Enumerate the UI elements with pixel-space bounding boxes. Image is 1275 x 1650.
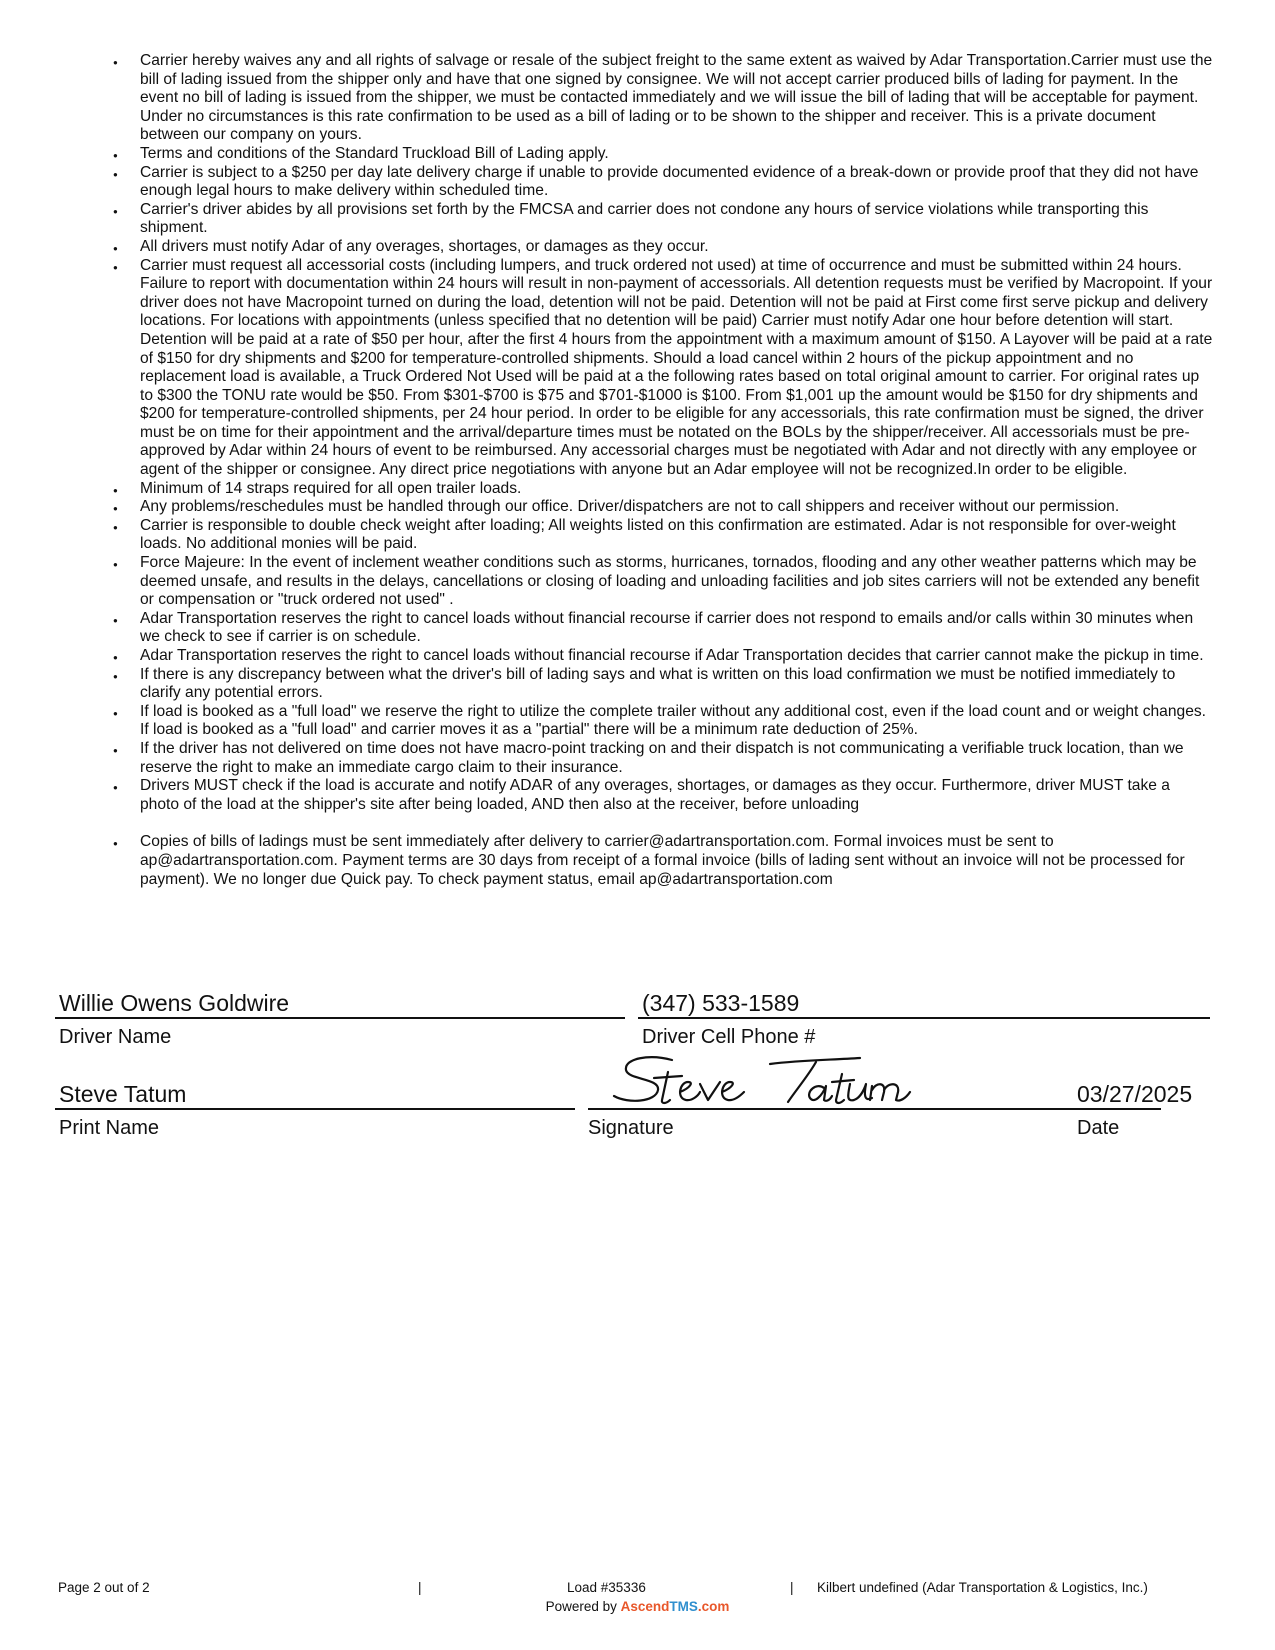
footer-separator: | — [790, 1580, 794, 1595]
term-item: ● Copies of bills of ladings must be sent immediately after delivery to carrier@adartransportation.com. Formal invoices must be sent to ap@adartransportation.com. Payment terms are 30 days from receipt of a formal invoice (bills of lading sent without an invoice will not be processed for payment). We no longer due Quick pay. To check payment status, email ap@adartransportation.com — [113, 833, 1213, 889]
driver-phone-label: Driver Cell Phone # — [642, 1026, 816, 1048]
driver-name-field — [55, 989, 625, 1049]
term-item: ● If there is any discrepancy between what the driver's bill of lading says and what is written on this load confirmation we must be notified immediately to clarify any potential errors. — [113, 666, 1213, 703]
driver-name-line — [55, 1017, 625, 1019]
brand-logo-ascend[interactable]: Ascend — [620, 1599, 670, 1614]
term-item: ● Terms and conditions of the Standard Truckload Bill of Lading apply. — [113, 145, 1213, 164]
term-item: ● Carrier must request all accessorial costs (including lumpers, and truck ordered not used) at time of occurrence and must be submitted within 24 hours. Failure to report with documentation within 24 hours will result in non-payment of accessorials. All detention requests must be verified by Macropoint. If your driver does not have Macropoint turned on during the load, detention will not be paid. Detention will not be paid at First come first serve pickup and delivery locations. For locations with appointments (unless specified that no detention will be paid) Carrier must notify Adar one hour before detention will start. Detention will be paid at a rate of $50 per hour, after the first 4 hours from the appointment with a maximum amount of $150. A Layover will be paid at a rate of $150 for dry shipments and $200 for temperature-controlled shipments. Should a load cancel within 2 hours of the pickup appointment and no replacement load is available, a Truck Ordered Not Used will be paid at a the following rates based on total original amount to carrier. For original rates up to $300 the TONU rate would be $50. From $301-$700 is $75 and $701-$1000 is $100. From $1,001 up the amount would be $150 for dry shipments and $200 for temperature-controlled shipments, per 24 hour period. In order to be eligible for any accessorials, this rate confirmation must be signed, the driver must be on time for their appointment and the arrival/departure times must be notated on the BOLs by the shipper/receiver. All accessorials must be pre-approved by Adar within 24 hours of event to be reimbursed. Any accessorial charges must be negotiated with Adar and not directly with any employee or agent of the shipper or consignee. Any direct price negotiations with anyone but an Adar employee will not be recognized.In order to be eligible. — [113, 257, 1213, 480]
load-number: Load #35336 — [567, 1580, 646, 1595]
driver-phone-value: (347) 533-1589 — [642, 990, 800, 1016]
print-name-label: Print Name — [59, 1117, 160, 1139]
term-item: ● Any problems/reschedules must be handled through our office. Driver/dispatchers are not to call shippers and receiver without our permission. — [113, 498, 1213, 517]
driver-phone-line — [638, 1017, 1210, 1019]
signature-line — [588, 1108, 1108, 1110]
term-item: ● Adar Transportation reserves the right to cancel loads without financial recourse if Adar Transportation decides that carrier cannot make the pickup in time. — [113, 647, 1213, 666]
driver-name-value: Willie Owens Goldwire — [59, 990, 290, 1016]
date-field — [1073, 1080, 1213, 1140]
term-item: ● Force Majeure: In the event of inclement weather conditions such as storms, hurricanes, tornados, flooding and any other weather patterns which may be deemed unsafe, and results in the delays, cancellations or closing of loading and unloading facilities and job sites carriers will not be extended any benefit or compensation or "truck ordered not used" . — [113, 554, 1213, 610]
term-item: ● Carrier is subject to a $250 per day late delivery charge if unable to provide documented evidence of a break-down or provide proof that they did not have enough legal hours to make delivery within scheduled time. — [113, 164, 1213, 201]
brand-logo-com[interactable]: .com — [697, 1599, 730, 1614]
term-item: ● Drivers MUST check if the load is accurate and notify ADAR of any overages, shortages, or damages as they occur. Furthermore, driver MUST take a photo of the load at the shipper's site after being loaded, AND then also at the receiver, before unloading — [113, 777, 1213, 814]
term-item: ● All drivers must notify Adar of any overages, shortages, or damages as they occur. — [113, 238, 1213, 257]
term-item: ● If the driver has not delivered on time does not have macro-point tracking on and their dispatch is not communicating a verifiable truck location, than we reserve the right to make an immediate cargo claim to their insurance. — [113, 740, 1213, 777]
print-name-line — [55, 1108, 575, 1110]
term-item: ● Adar Transportation reserves the right to cancel loads without financial recourse if carrier does not respond to emails and/or calls within 30 minutes when we check to see if carrier is on schedule. — [113, 610, 1213, 647]
footer-separator: | — [418, 1580, 422, 1595]
date-line — [1073, 1108, 1161, 1110]
date-label: Date — [1077, 1117, 1120, 1139]
term-item: ● Carrier is responsible to double check weight after loading; All weights listed on this confirmation are estimated. Adar is not responsible for over-weight loads. No additional monies will be paid. — [113, 517, 1213, 554]
print-name-field — [55, 1080, 575, 1140]
term-item: ● Minimum of 14 straps required for all open trailer loads. — [113, 480, 1213, 499]
company-name: Kilbert undefined (Adar Transportation & Logistics, Inc.) — [817, 1580, 1148, 1595]
terms-list — [113, 52, 1213, 889]
powered-by — [0, 1599, 1275, 1614]
signature-label: Signature — [588, 1117, 674, 1139]
handwritten-signature — [610, 1052, 970, 1108]
term-item: ● Carrier's driver abides by all provisions set forth by the FMCSA and carrier does not condone any hours of service violations while transporting this shipment. — [113, 201, 1213, 238]
driver-phone-field — [638, 989, 1210, 1049]
term-item: ● Carrier hereby waives any and all rights of salvage or resale of the subject freight to the same extent as waived by Adar Transportation.Carrier must use the bill of lading issued from the shipper only and have that one signed by consignee. We will not accept carrier produced bills of lading for payment. In the event no bill of lading is issued from the shipper, we must be contacted immediately and we will issue the bill of lading that will be acceptable for payment. Under no circumstances is this rate confirmation to be used as a bill of lading or to be shown to the shipper and receiver. This is a private document between our company on yours. — [113, 52, 1213, 145]
powered-by-label: Powered by — [545, 1599, 617, 1614]
term-item: ● If load is booked as a "full load" we reserve the right to utilize the complete trailer without any additional cost, even if the load count and or weight changes. If load is booked as a "full load" and carrier moves it as a "partial" there will be a minimum rate deduction of 25%. — [113, 703, 1213, 740]
driver-name-label: Driver Name — [59, 1026, 172, 1048]
date-value: 03/27/2025 — [1077, 1081, 1193, 1107]
print-name-value: Steve Tatum — [59, 1081, 187, 1107]
brand-logo-tms[interactable]: TMS — [669, 1599, 698, 1614]
page-number: Page 2 out of 2 — [58, 1580, 150, 1595]
